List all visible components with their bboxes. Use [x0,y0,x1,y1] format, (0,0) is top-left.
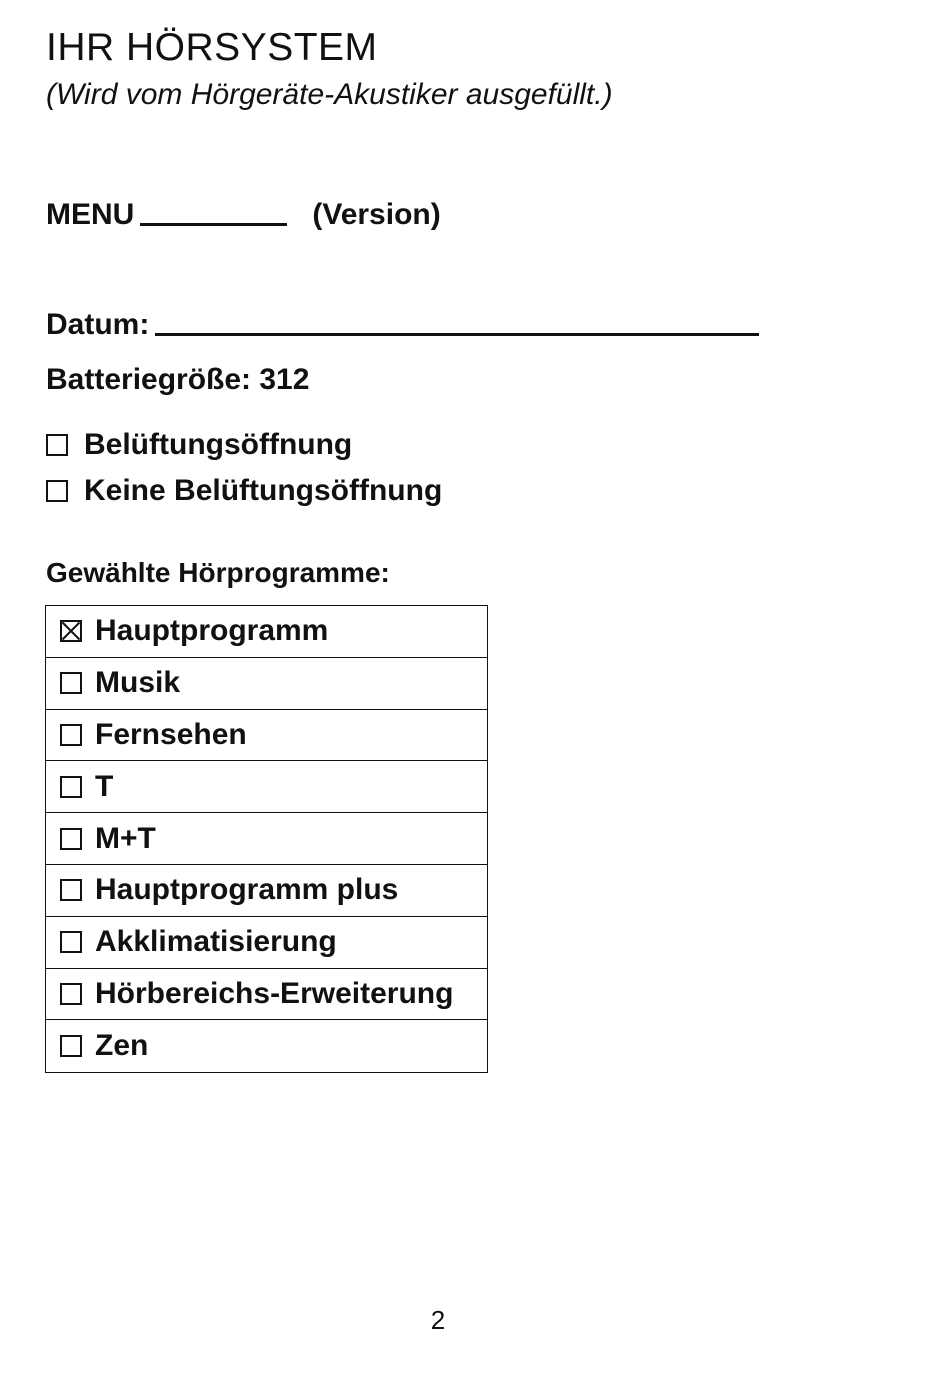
menu-version-blank[interactable] [140,223,287,226]
page-subtitle: (Wird vom Hörgeräte-Akustiker ausgefüllt.) [46,78,613,111]
program-label: Hauptprogramm [95,614,329,648]
menu-label: MENU [46,198,135,231]
checkbox-icon[interactable] [60,983,82,1005]
date-row [46,308,759,342]
checkbox-checked-icon[interactable] [60,620,82,642]
vent-option-label: Belüftungsöffnung [84,428,353,461]
program-row-zen[interactable] [46,1020,487,1072]
vent-option-opening[interactable] [46,428,352,462]
vent-option-no-opening[interactable] [46,474,442,508]
version-label: (Version) [312,198,441,231]
program-row-hauptprogramm-plus[interactable] [46,865,487,917]
program-row-hauptprogramm[interactable] [46,606,487,658]
program-row-musik[interactable] [46,658,487,710]
vent-option-label: Keine Belüftungsöffnung [84,474,443,507]
program-label: Musik [95,666,181,700]
program-label: T [95,769,114,803]
checkbox-icon[interactable] [60,828,82,850]
program-label: M+T [95,821,156,855]
program-label: Akklimatisierung [95,925,337,959]
checkbox-icon[interactable] [60,672,82,694]
program-row-m-t[interactable] [46,813,487,865]
program-table [45,605,488,1073]
menu-version-row [46,198,441,232]
program-row-t[interactable] [46,761,487,813]
program-label: Zen [95,1029,149,1063]
date-label: Datum: [46,308,150,341]
program-row-akklimatisierung[interactable] [46,917,487,969]
checkbox-icon[interactable] [46,480,68,502]
page-number: 2 [430,1305,446,1335]
program-label: Hörbereichs-Erweiterung [95,976,454,1010]
checkbox-icon[interactable] [60,1035,82,1057]
checkbox-icon[interactable] [60,931,82,953]
program-row-fernsehen[interactable] [46,710,487,762]
checkbox-icon[interactable] [60,724,82,746]
programs-heading: Gewählte Hörprogramme: [46,557,390,588]
checkbox-icon[interactable] [60,879,82,901]
program-label: Hauptprogramm plus [95,873,399,907]
program-row-hoerbereichs-erweiterung[interactable] [46,969,487,1021]
checkbox-icon[interactable] [60,776,82,798]
page-title: IHR HÖRSYSTEM [46,26,378,69]
checkbox-icon[interactable] [46,434,68,456]
battery-size: Batteriegröße: 312 [46,363,310,396]
date-blank[interactable] [155,333,759,336]
program-label: Fernsehen [95,717,247,751]
